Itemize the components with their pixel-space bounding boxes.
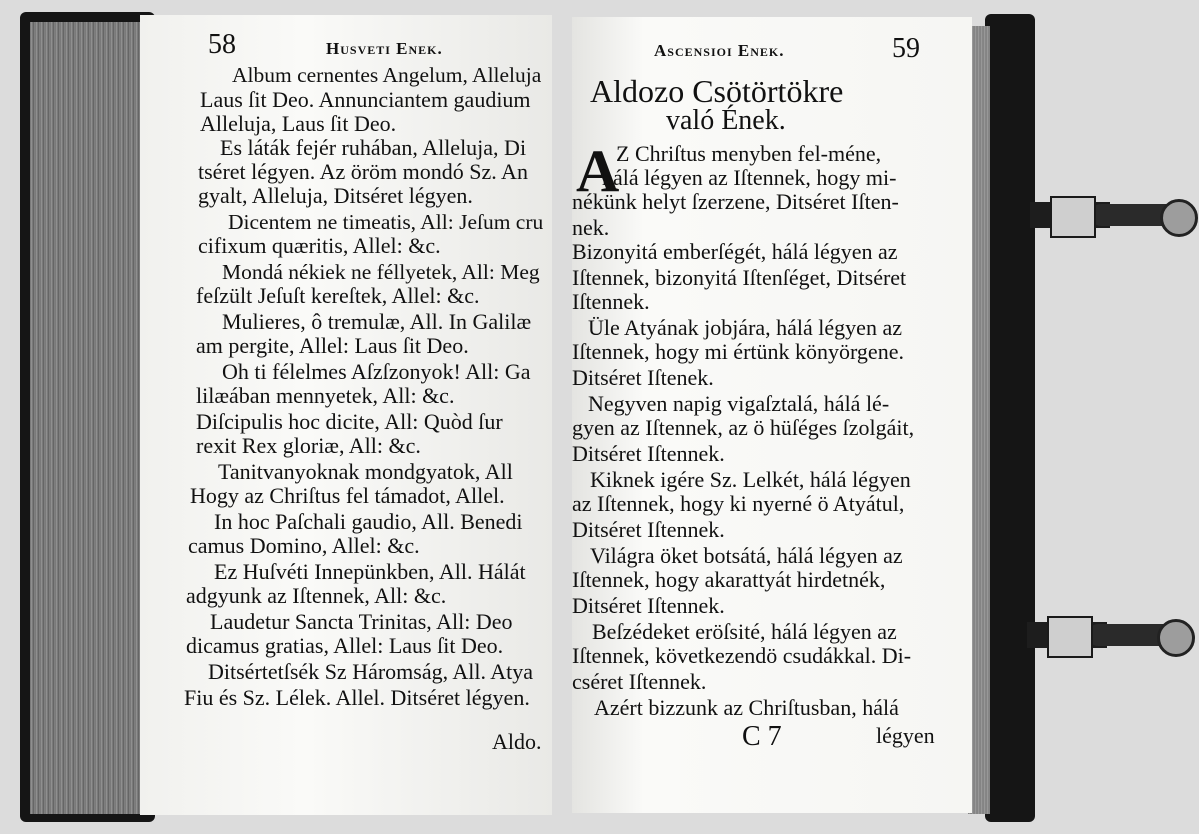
text-line: az Iſtennek, hogy ki nyerné ö Atyátul, [572,491,905,516]
text-line: gyen az Iſtennek, az ö hüſéges ſzolgáit, [572,415,915,440]
book-cover-right [985,14,1035,822]
running-head: Ascensioi Enek. [654,41,785,60]
text-line: Azért bizzunk az Chriſtusban, hálá [594,695,899,720]
text-line: hálá légyen az Iſtennek, hogy mi- [602,165,897,190]
text-line: Ditséret Iſtenek. [572,365,714,390]
text-line: Ditséret Iſtennek. [572,441,725,466]
text-line: Hogy az Chriſtus fel támadot, Allel. [190,483,505,508]
running-head: Husveti Enek. [326,39,443,58]
text-line: Z Chriſtus menyben fel-méne, [616,141,882,166]
text-line: Diſcipulis hoc dicite, All: Quòd ſur [196,409,503,434]
catchword: légyen [876,723,935,748]
left-page-text [140,15,552,815]
text-line: Ditsértetſsék Sz Háromság, All. Atya [208,659,534,684]
text-line: Es láták fejér ruhában, Alleluja, Di [220,135,527,160]
book-clasp-bottom [1027,614,1195,656]
text-line: Iſtennek, hogy mi értünk könyörgene. [572,339,904,364]
text-line: Laus ſit Deo. Annunciantem gaudium [200,87,531,112]
left-page [140,15,552,815]
text-line: Iſtennek, hogy akarattyát hirdetnék, [572,567,886,592]
text-line: Iſtennek, bizonyitá Iſtenſéget, Ditséret [572,265,907,290]
drop-cap: A [576,138,620,204]
text-line: Oh ti félelmes Aſzſzonyok! All: Ga [222,359,531,384]
text-line: Világra öket botsátá, hálá légyen az [590,543,903,568]
text-line: Fiu és Sz. Lélek. Allel. Ditséret légyen. [184,685,530,710]
text-line: Tanitvanyoknak mondgyatok, All [218,459,513,484]
text-line: gyalt, Alleluja, Ditséret légyen. [198,183,473,208]
text-line: Laudetur Sancta Trinitas, All: Deo [210,609,513,634]
text-line: Ditséret Iſtennek. [572,517,725,542]
text-line: Negyven napig vigaſztalá, hálá lé- [588,391,890,416]
text-line: Mulieres, ô tremulæ, All. In Galilæ [222,309,532,334]
text-line: Iſtennek. [572,289,650,314]
text-line: feſzült Jeſuſt kereſtek, Allel: &c. [196,283,480,308]
text-line: Alleluja, Laus ſit Deo. [200,111,397,136]
right-page [572,17,972,813]
page-edges-left [30,22,150,814]
text-line: dicamus gratias, Allel: Laus ſit Deo. [186,633,504,658]
text-line: Ez Huſvéti Innepünkben, All. Hálát [214,559,526,584]
hymn-title: Aldozo Csötörtökre [590,73,844,109]
book-clasp-top [1030,194,1198,236]
text-line: Dicentem ne timeatis, All: Jeſum cru [228,210,544,234]
catchword: Aldo. [492,729,542,754]
text-line: cifixum quæritis, Allel: &c. [198,233,441,258]
text-line: nek. [572,215,610,240]
page-number: 59 [892,33,920,64]
text-line: Bizonyitá emberſégét, hálá légyen az [572,239,898,264]
text-line: camus Domino, Allel: &c. [188,533,420,558]
text-line: rexit Rex gloriæ, All: &c. [196,433,421,458]
text-line: Kiknek igére Sz. Lelkét, hálá légyen [590,467,911,492]
text-line: Iſtennek, következendö csudákkal. Di- [572,643,912,668]
text-line: adgyunk az Iſtennek, All: &c. [186,583,447,608]
page-number: 58 [208,29,236,60]
signature-mark: C 7 [742,721,782,752]
right-page-text [572,17,972,813]
text-line: nékünk helyt ſzerzene, Ditséret Iſten- [572,189,899,214]
text-line: In hoc Paſchali gaudio, All. Benedi [214,509,523,534]
text-line: tséret légyen. Az öröm mondó Sz. An [198,159,528,184]
text-line: Mondá nékiek ne féllyetek, All: Meg [222,260,540,284]
text-line: Ditséret Iſtennek. [572,593,725,618]
text-line: Album cernentes Angelum, Alleluja [232,63,542,87]
text-line: Beſzédeket eröſsité, hálá légyen az [592,619,897,644]
text-line: am pergite, Allel: Laus ſit Deo. [196,333,469,358]
hymn-subtitle: való Ének. [666,105,786,136]
text-line: Üle Atyának jobjára, hálá légyen az [588,315,902,340]
text-line: lilæában mennyetek, All: &c. [196,383,455,408]
text-line: cséret Iſtennek. [572,669,707,694]
